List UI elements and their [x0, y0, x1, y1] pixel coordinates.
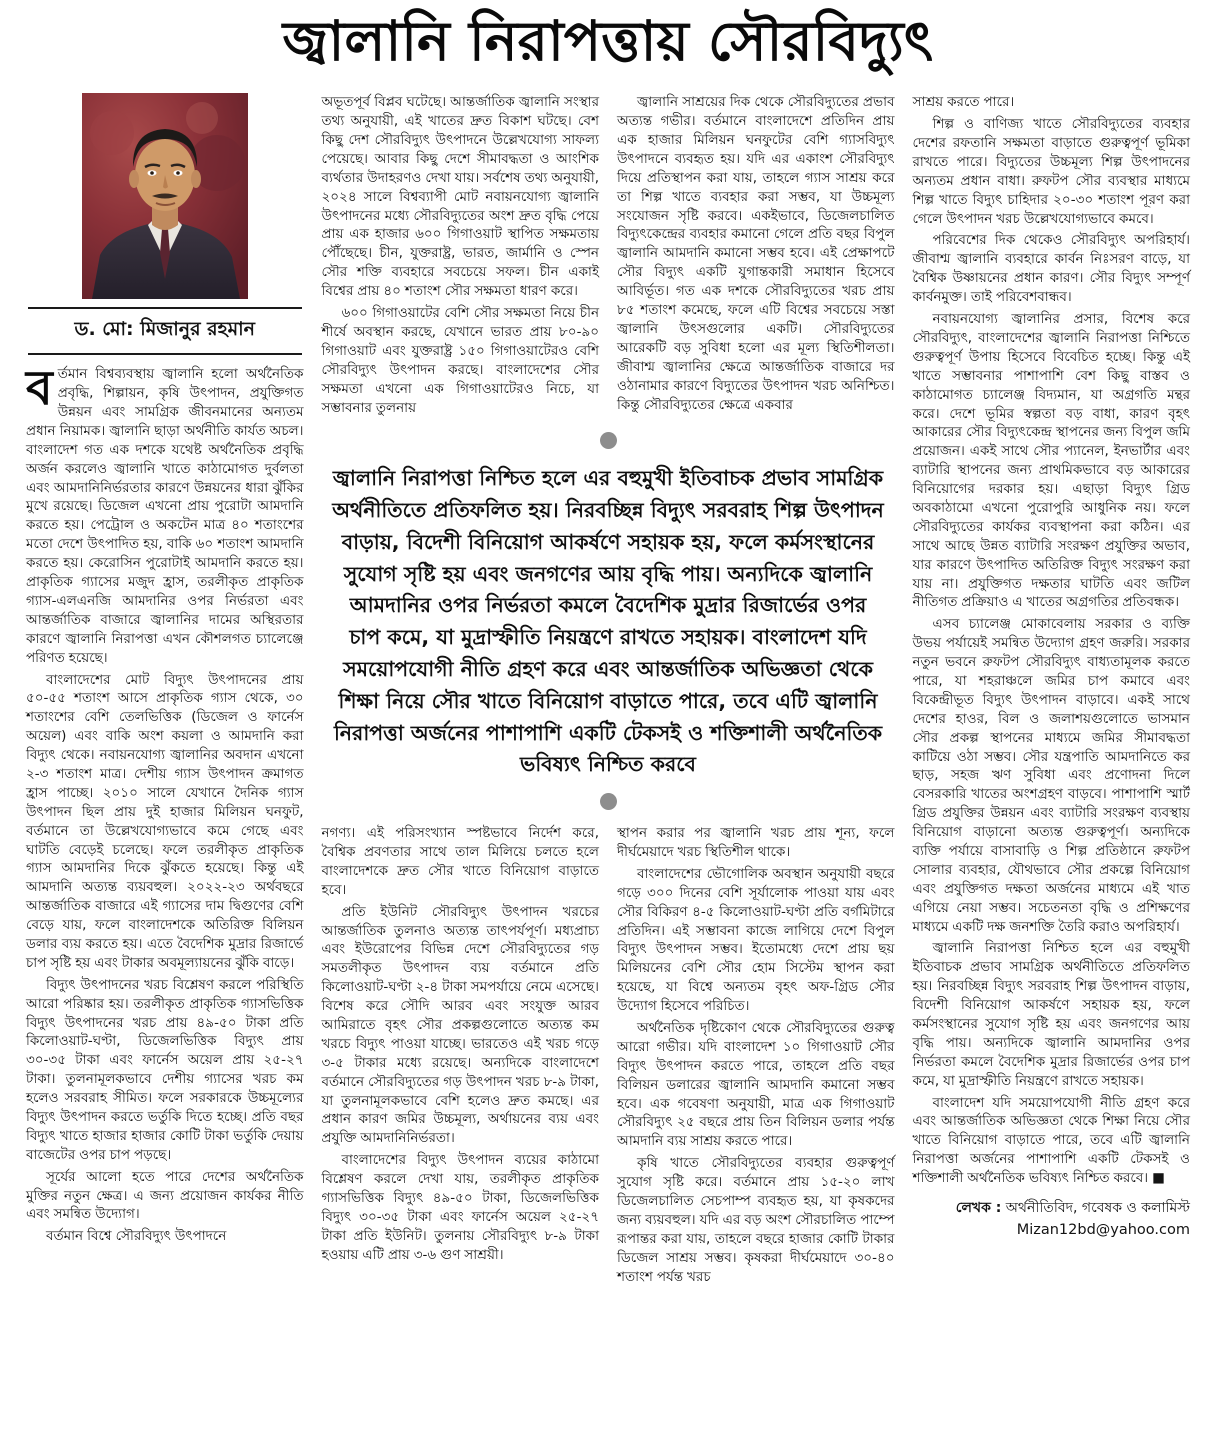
paragraph: এসব চ্যালেঞ্জ মোকাবেলায় সরকার ও ব্যক্তি উভয় পর্যায়েই সমন্বিত উদ্যোগ গ্রহণ জরুরি। সরকার নতুন ভবনে রুফটপ সৌরবিদ্যুৎ বাধ্যতামূলক করতে পারে, যা শহরাঞ্চলে জমির চাপ কমাবে এবং বিকেন্দ্রীভূত বিদ্যুৎ উৎপাদন বাড়াবে। একই সাথে দেশের হাওর, বিল ও জলাশয়গুলোতে ভাসমান সৌর প্রকল্প স্থাপনের মাধ্যমে জমির সীমাবদ্ধতা কাটিয়ে ওঠা সম্ভব। সৌর যন্ত্রপাতি আমদানিতে কর ছাড়, সহজ ঋণ সুবিধা এবং প্রণোদনা দিলে বেসরকারি খাতের অংশগ্রহণ বাড়বে। পাশাপাশি স্মার্ট গ্রিড প্রযুক্তির উন্নয়ন এবং ব্যাটারি সংরক্ষণ ব্যবস্থায় বিনিয়োগ বাড়ানো অত্যন্ত গুরুত্বপূর্ণ। অন্যদিকে ব্যক্তি পর্যায়ে বাসাবাড়ি ও শিল্প প্রতিষ্ঠানে রুফটপ সোলার ব্যবহার, যৌথভাবে সৌর প্রকল্পে বিনিয়োগ এবং প্রযুক্তিগত দক্ষতা অর্জনের মাধ্যমে এই খাত এগিয়ে নেয়া সম্ভব। সচেতনতা বৃদ্ধি ও প্রশিক্ষণের মাধ্যমে একটি দক্ষ জনশক্তি তৈরি করাও অপরিহার্য। [912, 616, 1190, 935]
column-4 [913, 93, 1191, 1289]
paragraph: কৃষি খাতে সৌরবিদ্যুতের ব্যবহার গুরুত্বপূর্ণ সুযোগ সৃষ্টি করে। বর্তমানে প্রায় ১৫-২০ লাখ ডিজেলচালিত সেচপাম্প ব্যবহৃত হয়, যা কৃষকদের জন্য ব্যয়বহুল। যদি এর বড় অংশ সৌরচালিত পাম্পে রূপান্তর করা যায়, তাহলে বছরে হাজার কোটি টাকার ডিজেল সাশ্রয় সম্ভব। কৃষকরা দীর্ঘমেয়াদে ৩০-৪০ শতাংশ পর্যন্ত খরচ [617, 1155, 895, 1285]
column-1 [26, 93, 304, 1289]
paragraph: বাংলাদেশের মোট বিদ্যুৎ উৎপাদনের প্রায় ৫০-৫৫ শতাংশ আসে প্রাকৃতিক গ্যাস থেকে, ৩০ শতাংশের বেশি তেলভিত্তিক (ডিজেল ও ফার্নেস অয়েল) এবং বাকি অংশ কয়লা ও আমদানি করা বিদ্যুৎ থেকে। নবায়নযোগ্য জ্বালানির অবদান এখনো ২-৩ শতাংশ মাত্র। দেশীয় গ্যাস উৎপাদন ক্রমাগত হ্রাস পাচ্ছে। ২০১০ সালে যেখানে দৈনিক গ্যাস উৎপাদন ছিল প্রায় দুই হাজার মিলিয়ন ঘনফুট, বর্তমানে তা উল্লেখযোগ্যভাবে কমে গেছে এবং ঘাটতি বেড়েই চলেছে। ফলে তরলীকৃত প্রাকৃতিক গ্যাস আমদানির দিকে ঝুঁকতে হয়েছে। কিন্তু এই আমদানি অত্যন্ত ব্যয়বহুল। ২০২২-২৩ অর্থবছরে আন্তর্জাতিক বাজারে এই গ্যাসের দাম দ্বিগুণের বেশি বেড়ে যায়, ফলে বাংলাদেশকে অতিরিক্ত বিলিয়ন ডলার ব্যয় করতে হয়। এতে বৈদেশিক মুদ্রার রিজার্ভে চাপ সৃষ্টি হয় এবং টাকার অবমূল্যায়নের ঝুঁকি বাড়ে। [26, 671, 304, 971]
paragraph: জ্বালানি সাশ্রয়ের দিক থেকে সৌরবিদ্যুতের প্রভাব অত্যন্ত গভীর। বর্তমানে বাংলাদেশে প্রতিদিন প্রায় এক হাজার মিলিয়ন ঘনফুটের বেশি গ্যাসবিদ্যুৎ উৎপাদনে ব্যবহৃত হয়। যদি এর একাংশ সৌরবিদ্যুৎ দিয়ে প্রতিস্থাপন করা যায়, তাহলে গ্যাস সাশ্রয় করে তা শিল্প খাতে ব্যবহার করা সম্ভব, যা উচ্চমূল্য সংযোজন সৃষ্টি করবে। একইভাবে, ডিজেলচালিত বিদ্যুৎকেন্দ্রের ব্যবহার কমানো গেলে প্রতি বছর বিপুল জ্বালানি আমদানি কমানো সম্ভব হবে। এই প্রেক্ষাপটে সৌর বিদ্যুৎ একটি যুগান্তকারী সমাধান হিসেবে আবির্ভূত। গত এক দশকে সৌরবিদ্যুতের খরচ প্রায় ৮৫ শতাংশ কমেছে, ফলে এটি বিশ্বের সবচেয়ে সস্তা জ্বালানি উৎসগুলোর একটি। সৌরবিদ্যুতের আরেকটি বড় সুবিধা হলো এর মূল্য স্থিতিশীলতা। জীবাশ্ম জ্বালানির ক্ষেত্রে আন্তর্জাতিক বাজারে দর ওঠানামার কারণে বিদ্যুতের উৎপাদন খরচ অনিশ্চিত। কিন্তু সৌরবিদ্যুতের ক্ষেত্রে একবার [617, 94, 895, 413]
column-3-top-paragraphs [617, 93, 895, 414]
paragraph: ৬০০ গিগাওয়াটের বেশি সৌর সক্ষমতা নিয়ে চীন শীর্ষে অবস্থান করছে, যেখানে ভারত প্রায় ৮০-৯০ গিগাওয়াট এবং যুক্তরাষ্ট্র ১৫০ গিগাওয়াটেরও বেশি সৌরবিদ্যুৎ উৎপাদন করছে। বাংলাদেশের সৌর সক্ষমতা এখনো এক গিগাওয়াটেরও নিচে, যা সম্ভাবনার তুলনায় [321, 305, 599, 416]
author-email[interactable]: Mizan12bd@yahoo.com [1016, 1222, 1190, 1239]
author-credit-label: লেখক : [955, 1200, 1002, 1217]
paragraph: সূর্যের আলো হতে পারে দেশের অর্থনৈতিক মুক্তির নতুন ক্ষেত্র। এ জন্য প্রয়োজন কার্যকর নীতি এবং সমন্বিত উদ্যোগ। [26, 1168, 304, 1223]
article-headline: জ্বালানি নিরাপত্তায় সৌরবিদ্যুৎ [282, 9, 934, 73]
paragraph: বাংলাদেশের বিদ্যুৎ উৎপাদন ব্যয়ের কাঠামো বিশ্লেষণ করলে দেখা যায়, তরলীকৃত প্রাকৃতিক গ্যাসভিত্তিক বিদ্যুৎ ৪৯-৫০ টাকা, ডিজেলভিত্তিক বিদ্যুৎ ৩০-৩৫ টাকা এবং ফার্নেস অয়েল ২৫-২৭ টাকা প্রতি ইউনিট। তুলনায় সৌরবিদ্যুৎ ৮-৯ টাকা হওয়ায় এটি প্রায় ৩-৬ গুণ সাশ্রয়ী। [321, 1152, 599, 1263]
paragraph: পরিবেশের দিক থেকেও সৌরবিদ্যুৎ অপরিহার্য। জীবাশ্ম জ্বালানি ব্যবহারে কার্বন নিঃসরণ বাড়ে, যা বৈশ্বিক উষ্ণায়নের প্রধান কারণ। সৌর বিদ্যুৎ সম্পূর্ণ কার্বনমুক্ত। তাই পরিবেশবান্ধব। [912, 232, 1190, 306]
author-credit [913, 1196, 1191, 1220]
article-body [26, 93, 1190, 1289]
lead-paragraph [26, 360, 304, 667]
column-2-bottom-paragraphs [322, 903, 600, 1265]
paragraph: অর্থনৈতিক দৃষ্টিকোণ থেকে সৌরবিদ্যুতের গুরুত্ব আরো গভীর। যদি বাংলাদেশ ১০ গিগাওয়াট সৌর বিদ্যুৎ উৎপাদন করতে পারে, তাহলে প্রতি বছর বিলিয়ন ডলারের জ্বালানি আমদানি কমানো সম্ভব হবে। এক গবেষণা অনুযায়ী, মাত্র এক গিগাওয়াট সৌরবিদ্যুৎ ২৫ বছরে প্রায় তিন বিলিয়ন ডলার পর্যন্ত আমদানি ব্যয় সাশ্রয় করতে পারে। [617, 1019, 895, 1150]
column-3-top [617, 93, 895, 420]
author-rule-top [28, 307, 302, 309]
column-1-paragraphs [26, 671, 304, 1247]
pull-quote-text: জ্বালানি নিরাপত্তা নিশ্চিত হলে এর বহুমুখী ইতিবাচক প্রভাব সামগ্রিক অর্থনীতিতে প্রতিফলিত হয়। নিরবচ্ছিন্ন বিদ্যুৎ সরবরাহ শিল্প উৎপাদন বাড়ায়, বিদেশী বিনিয়োগ আকর্ষণে সহায়ক হয়, ফলে কর্মসংস্থানের সুযোগ সৃষ্টি হয় এবং জনগণের আয় বৃদ্ধি পায়। অন্যদিকে জ্বালানি আমদানির ওপর নির্ভরতা কমলে বৈদেশিক মুদ্রার রিজার্ভের ওপর চাপ কমে, যা মুদ্রাস্ফীতি নিয়ন্ত্রণে রাখতে সহায়ক। বাংলাদেশ যদি সময়োপযোগী নীতি গ্রহণ করে এবং আন্তর্জাতিক অভিজ্ঞতা থেকে শিক্ষা নিয়ে সৌর খাতে বিনিয়োগ বাড়াতে পারে, তবে এটি জ্বালানি নিরাপত্তা অর্জনের পাশাপাশি একটি টেকসই ও শক্তিশালী অর্থনৈতিক ভবিষ্যৎ নিশ্চিত করবে [332, 466, 884, 777]
paragraph: বিদ্যুৎ উৎপাদনের খরচ বিশ্লেষণ করলে পরিস্থিতি আরো পরিষ্কার হয়। তরলীকৃত প্রাকৃতিক গ্যাসভিত্তিক বিদ্যুৎ উৎপাদনের খরচ প্রায় ৪৯-৫০ টাকা প্রতি কিলোওয়াট-ঘণ্টা, ডিজেলভিত্তিক বিদ্যুৎ প্রায় ৩০-৩৫ টাকা এবং ফার্নেস অয়েল প্রায় ২৫-২৭ টাকা। তুলনামূলকভাবে দেশীয় গ্যাসের খরচ কম হলেও সরবরাহ সীমিত। ফলে সরকারকে উচ্চমূল্যের বিদ্যুৎ উৎপাদন করতে ভর্তুকি দিতে হচ্ছে। প্রতি বছর বিদ্যুৎ খাতে হাজার হাজার কোটি টাকা ভর্তুকি দেয়ায় বাজেটের ওপর চাপ পড়ছে। [26, 976, 304, 1163]
continuation-paragraph: অভূতপূর্ব বিপ্লব ঘটেছে। আন্তর্জাতিক জ্বালানি সংস্থার তথ্য অনুযায়ী, এই খাতের দ্রুত বিকাশ ঘটছে। বেশ কিছু দেশ সৌরবিদ্যুৎ উৎপাদনে উল্লেখযোগ্য সাফল্য পেয়েছে। আবার কিছু দেশে সীমাবদ্ধতা ও আংশিক ব্যর্থতার উদাহরণও দেখা যায়। সর্বশেষ তথ্য অনুযায়ী, ২০২৪ সালে বিশ্বব্যাপী মোট নবায়নযোগ্য জ্বালানি উৎপাদনের মধ্যে সৌরবিদ্যুতের অংশ দ্রুত বৃদ্ধি পেয়ে প্রায় এক হাজার ৬০০ গিগাওয়াট স্থাপিত সক্ষমতায় পৌঁছেছে। চীন, যুক্তরাষ্ট্র, ভারত, জার্মানি ও স্পেন সৌর শক্তি ব্যবহারে সবচেয়ে সফল। চীন একাই বিশ্বের প্রায় ৪০ শতাংশ সৌর সক্ষমতা ধারণ করে। [321, 94, 599, 300]
quote-dot-bottom-icon [600, 793, 617, 810]
continuation-paragraph: স্থাপন করার পর জ্বালানি খরচ প্রায় শূন্য, ফলে দীর্ঘমেয়াদে খরচ স্থিতিশীল থাকে। [617, 825, 895, 860]
paragraph: বাংলাদেশ যদি সময়োপযোগী নীতি গ্রহণ করে এবং আন্তর্জাতিক অভিজ্ঞতা থেকে শিক্ষা নিয়ে সৌর খাতে বিনিয়োগ বাড়াতে পারে, তবে এটি জ্বালানি নিরাপত্তা অর্জনের পাশাপাশি একটি টেকসই ও শক্তিশালী অর্থনৈতিক ভবিষ্যৎ নিশ্চিত করবে। ■ [912, 1094, 1190, 1187]
paragraph: প্রতি ইউনিট সৌরবিদ্যুৎ উৎপাদন খরচের আন্তর্জাতিক তুলনাও অত্যন্ত তাৎপর্যপূর্ণ। মধ্যপ্রাচ্য এবং ইউরোপের বিভিন্ন দেশে সৌরবিদ্যুতের গড় সমতলীকৃত উৎপাদন ব্যয় বর্তমানে প্রতি কিলোওয়াট-ঘণ্টা ২-৪ টাকা সমপর্যায়ে নেমে এসেছে। বিশেষ করে সৌদি আরব এবং সংযুক্ত আরব আমিরাতে বৃহৎ সৌর প্রকল্পগুলোতে অত্যন্ত কম খরচে বিদ্যুৎ পাওয়া যাচ্ছে। ভারতেও এই খরচ গড়ে ৩-৫ টাকার মধ্যে রয়েছে। অন্যদিকে বাংলাদেশে বর্তমানে সৌরবিদ্যুতের গড় উৎপাদন খরচ ৮-৯ টাকা, যা তুলনামূলকভাবে বেশি হলেও দ্রুত কমছে। এর প্রধান কারণ জমির উচ্চমূল্য, অর্থায়নের ব্যয় এবং প্রযুক্তি আমদানিনির্ভরতা। [321, 903, 599, 1147]
author-credit-text: অর্থনীতিবিদ, গবেষক ও কলামিস্ট [1001, 1200, 1190, 1217]
author-photo [82, 93, 248, 299]
paragraph: বাংলাদেশের ভৌগোলিক অবস্থান অনুযায়ী বছরে গড়ে ৩০০ দিনের বেশি সূর্যালোক পাওয়া যায় এবং সৌর বিকিরণ ৪-৫ কিলোওয়াট-ঘণ্টা প্রতি বর্গমিটারে প্রতিদিন। এই সম্ভাবনা কাজে লাগিয়ে দেশে বিপুল বিদ্যুৎ উৎপাদন সম্ভব। ইতোমধ্যে দেশে প্রায় ছয় মিলিয়নের বেশি সৌর হোম সিস্টেম স্থাপন করা হয়েছে, যা বিশ্বে অন্যতম বৃহৎ অফ-গ্রিড সৌর উদ্যোগ হিসেবে পরিচিত। [617, 865, 895, 1015]
column-3-bottom [617, 824, 895, 1289]
author-block [26, 93, 304, 355]
paragraph: নবায়নযোগ্য জ্বালানির প্রসার, বিশেষ করে সৌরবিদ্যুৎ, বাংলাদেশের জ্বালানি নিরাপত্তা নিশ্চিতে গুরুত্বপূর্ণ উপায় হিসেবে বিবেচিত হচ্ছে। কিন্তু এই খাতে সম্ভাবনার পাশাপাশি বেশ কিছু বাস্তব ও কাঠামোগত চ্যালেঞ্জ বিদ্যমান, যা অগ্রগতি মন্থর করে। দেশে ভূমির স্বল্পতা বড় বাধা, কারণ বৃহৎ আকারের সৌর বিদ্যুৎকেন্দ্র স্থাপনের জন্য বিপুল জমি প্রয়োজন। একই সাথে সৌর প্যানেল, ইনভার্টার এবং ব্যাটারি স্থাপনের জন্য প্রাথমিকভাবে বড় আকারের বিনিয়োগের দরকার হয়। এছাড়া বিদ্যুৎ গ্রিড অবকাঠামো এখনো পুরোপুরি আধুনিক নয়। ফলে সৌরবিদ্যুতের কার্যকর ব্যবস্থাপনা করা কঠিন। এর সাথে আছে উন্নত ব্যাটারি সংরক্ষণ প্রযুক্তির অভাব, যার কারণে উৎপাদিত অতিরিক্ত বিদ্যুৎ সংরক্ষণ করা যায় না। প্রযুক্তিগত দক্ষতার ঘাটতি এবং জটিল নীতিগত প্রক্রিয়াও এ খাতের অগ্রগতির প্রতিবন্ধক। [912, 311, 1190, 611]
pull-quote [322, 426, 895, 814]
paragraph: বর্তমান বিশ্বে সৌরবিদ্যুৎ উৎপাদনে [46, 1228, 227, 1245]
column-3-bottom-paragraphs [617, 865, 895, 1287]
continuation-paragraph: নগণ্য। এই পরিসংখ্যান স্পষ্টভাবে নির্দেশ করে, বৈশ্বিক প্রবণতার সাথে তাল মিলিয়ে চলতে হলে বাংলাদেশকে দ্রুত সৌর খাতে বিনিয়োগ বাড়াতে হবে। [321, 825, 599, 898]
column-2-bottom [322, 824, 600, 1289]
lead-text: র্তমান বিশ্বব্যবস্থায় জ্বালানি হলো অর্থনৈতিক প্রবৃদ্ধি, শিল্পায়ন, কৃষি উৎপাদন, প্রযুক্তিগত উন্নয়ন এবং সামগ্রিক জীবনমানের অন্যতম প্রধান নিয়ামক। জ্বালানি ছাড়া অর্থনীতি কার্যত অচল। বাংলাদেশ গত এক দশকে যথেষ্ট অর্থনৈতিক প্রবৃদ্ধি অর্জন করলেও জ্বালানি খাতে কাঠামোগত দুর্বলতা এবং আমদানিনির্ভরতার কারণে উন্নয়নের ধারা ঝুঁকির মুখে রয়েছে। ডিজেল এখনো প্রায় পুরোটা আমদানি করতে হয়। পেট্রোল ও অকটেন মাত্র ৪০ শতাংশের মতো দেশে উৎপাদিত হয়, বাকি ৬০ শতাংশ আমদানি করতে হয়। কেরোসিন পুরোটাই আমদানি করতে হয়। প্রাকৃতিক গ্যাসের মজুদ হ্রাস, তরলীকৃত প্রাকৃতিক গ্যাস-এলএনজি আমদানির ওপর নির্ভরতা এবং আন্তর্জাতিক বাজারে জ্বালানির দামের অস্থিরতার কারণে জ্বালানি নিরাপত্তা এখন কৌশলগত চ্যালেঞ্জে পরিণত হয়েছে। [26, 366, 304, 666]
paragraph: শিল্প ও বাণিজ্য খাতে সৌরবিদ্যুতের ব্যবহার দেশের রফতানি সক্ষমতা বাড়াতে গুরুত্বপূর্ণ ভূমিকা রাখতে পারে। বিদ্যুতের উচ্চমূল্য শিল্প উৎপাদনের অন্যতম প্রধান বাধা। রুফটপ সৌর ব্যবস্থার মাধ্যমে শিল্প খাতে বিদ্যুৎ চাহিদার ২০-৩০ শতাংশ পূরণ করা গেলে উৎপাদন খরচ উল্লেখযোগ্যভাবে কমবে। [912, 116, 1190, 227]
continuation-paragraph: সাশ্রয় করতে পারে। [912, 94, 1015, 111]
quote-dot-top-icon [600, 432, 617, 449]
column-2-top-paragraphs [322, 304, 600, 417]
author-rule-bottom [28, 353, 302, 355]
column-4-paragraphs [913, 115, 1191, 1188]
column-2-top [322, 93, 600, 420]
dropcap: ব [26, 360, 53, 417]
author-name: ড. মো: মিজানুর রহমান [74, 318, 256, 341]
paragraph: জ্বালানি নিরাপত্তা নিশ্চিত হলে এর বহুমুখী ইতিবাচক প্রভাব সামগ্রিক অর্থনীতিতে প্রতিফলিত হয়। নিরবচ্ছিন্ন বিদ্যুৎ সরবরাহ শিল্প উৎপাদন বাড়ায়, বিদেশী বিনিয়োগ আকর্ষণে সহায়ক হয়, ফলে কর্মসংস্থানের সুযোগ সৃষ্টি হয় এবং জনগণের আয় বৃদ্ধি পায়। অন্যদিকে জ্বালানি আমদানির ওপর নির্ভরতা কমলে বৈদেশিক মুদ্রার রিজার্ভের ওপর চাপ কমে, যা মুদ্রাস্ফীতি নিয়ন্ত্রণে রাখতে সহায়ক। [912, 940, 1190, 1089]
